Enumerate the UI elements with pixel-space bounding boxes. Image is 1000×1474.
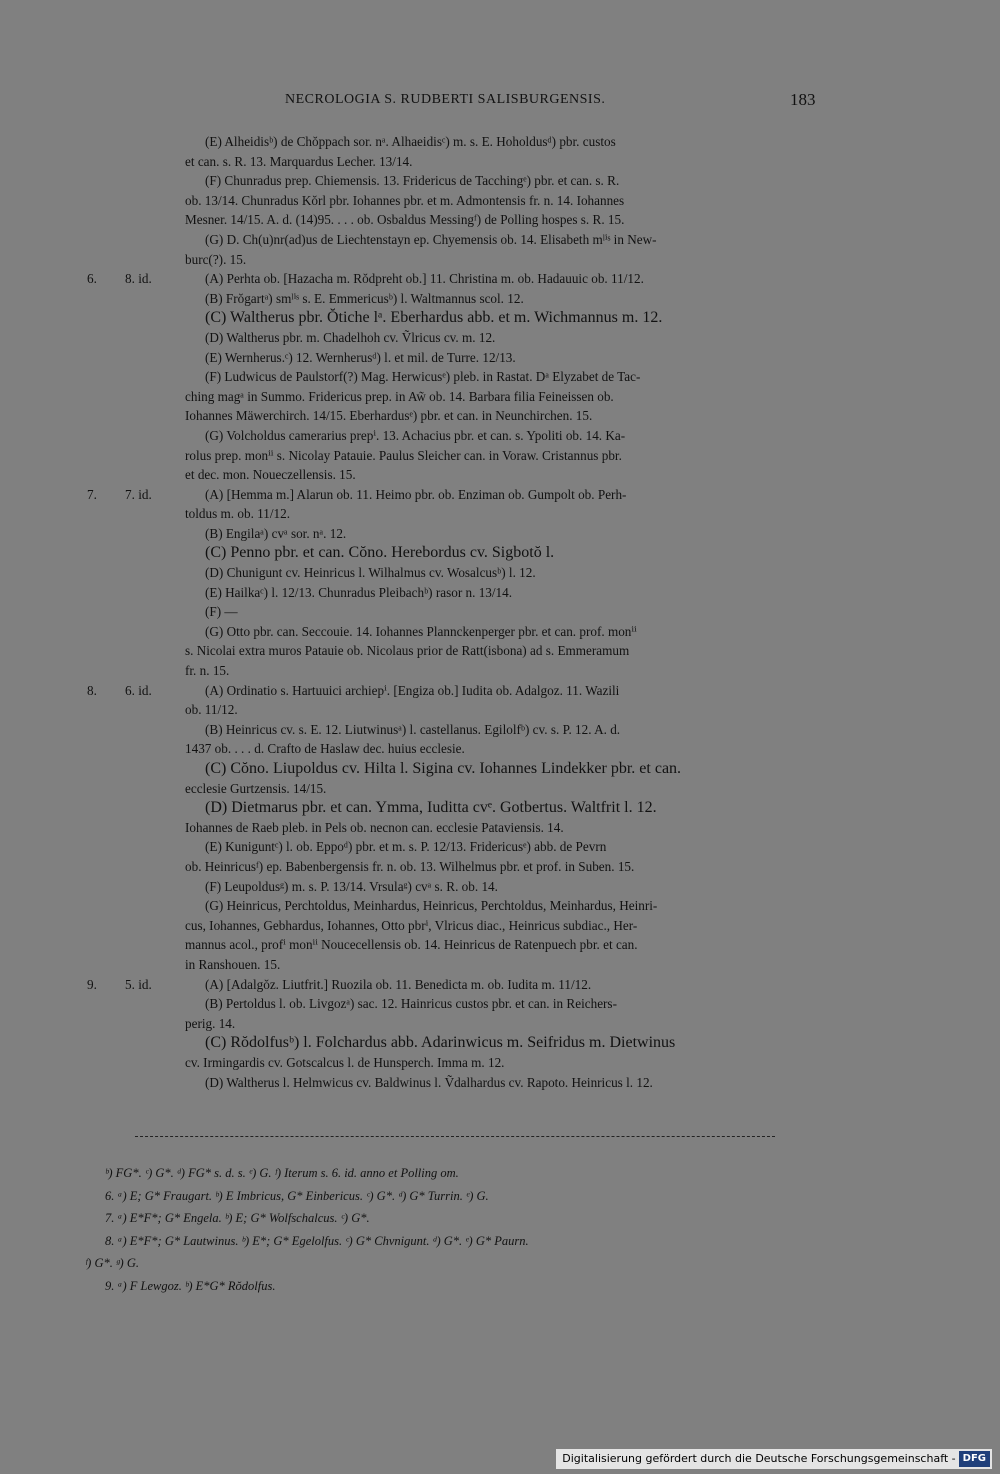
entry-line — [85, 916, 825, 936]
entry-text: in Ranshouen. 15. — [185, 956, 281, 972]
running-title: NECROLOGIA S. RUDBERTI SALISBURGENSIS. — [285, 92, 606, 107]
footnotes — [85, 1162, 825, 1298]
footnote-line — [85, 1162, 825, 1185]
date-number: 8. — [87, 682, 97, 698]
entry-text: (C) Rŏdolfusᵇ) l. Folchardus abb. Adarinwicus m. Seifridus m. Dietwinus — [205, 1034, 676, 1052]
entry-text: (B) Pertoldus l. ob. Livgozᵃ) sac. 12. Hainricus custos pbr. et can. in Reichers- — [205, 996, 617, 1012]
entry-line — [85, 504, 825, 524]
entry-line — [85, 857, 825, 877]
entry-text: ching magᵃ in Summo. Fridericus prep. in Aw̃ ob. 14. Barbara filia Feineissen ob. — [185, 388, 614, 404]
footnote-line — [85, 1230, 825, 1253]
entry-text: (D) Dietmarus pbr. et can. Ymma, Iuditta cvᵉ. Gotbertus. Waltfrit l. 12. — [205, 799, 657, 817]
entry-line — [85, 818, 825, 838]
entry-text: burc(?). 15. — [185, 251, 247, 267]
entry-line — [85, 994, 825, 1014]
entry-line — [85, 328, 825, 348]
footnote-line — [85, 1275, 825, 1298]
entry-text: et can. s. R. 13. Marquardus Lecher. 13/14. — [185, 153, 413, 169]
date-number: 9. — [87, 976, 97, 992]
entry-line — [85, 465, 825, 485]
entry-line — [85, 289, 825, 309]
entry-line — [85, 269, 825, 289]
entry-line — [85, 250, 825, 270]
entry-line — [85, 210, 825, 230]
entry-line — [85, 563, 825, 583]
entry-line — [85, 1014, 825, 1034]
entry-line — [85, 779, 825, 799]
entry-text: Mesner. 14/15. A. d. (14)95. . . . ob. Osbaldus Messingᶠ) de Polling hospes s. R. 15. — [185, 212, 625, 228]
entry-text: et dec. mon. Noueczellensis. 15. — [185, 467, 356, 483]
entry-text: cv. Irmingardis cv. Gotscalcus l. de Hunsperch. Imma m. 12. — [185, 1054, 505, 1070]
entry-line — [85, 406, 825, 426]
entry-text: mannus acol., profⁱ monⁱⁱ Noucecellensis ob. 14. Heinricus de Ratenpuech pbr. et can. — [185, 937, 638, 953]
entry-text: (B) Frŏgartᵃ) smˡⁱˢ s. E. Emmericusᵇ) l. Waltmannus scol. 12. — [205, 290, 524, 306]
roman-date: 6. id. — [125, 682, 152, 698]
entry-text: ob. 11/12. — [185, 702, 238, 718]
footnote-text: 8. ᵃ) E*F*; G* Lautwinus. ᵇ) E*; G* Egelolfus. ᶜ) G* Chvnigunt. ᵈ) G*. ᵉ) G* Paurn. — [105, 1233, 529, 1248]
footnote-line — [85, 1207, 825, 1230]
date-number: 6. — [87, 271, 97, 287]
entry-text: (E) Wernherus.ᶜ) 12. Wernherusᵈ) l. et mil. de Turre. 12/13. — [205, 349, 516, 365]
entry-line — [85, 759, 825, 779]
entry-line — [85, 132, 825, 152]
page-header — [0, 90, 1000, 116]
entry-text: (C) Waltherus pbr. Ŏtiche lᵃ. Eberhardus abb. et m. Wichmannus m. 12. — [205, 309, 663, 327]
entry-text: (D) Chunigunt cv. Heinricus l. Wilhalmus cv. Wosalcusᵇ) l. 12. — [205, 565, 536, 581]
footnote-text: 7. ᵃ) E*F*; G* Engela. ᵇ) E; G* Wolfschalcus. ᶜ) G*. — [105, 1211, 370, 1226]
entry-text: (A) Perhta ob. [Hazacha m. Rŏdpreht ob.] 11. Christina m. ob. Hadauuic ob. 11/12. — [205, 271, 644, 287]
entry-line — [85, 308, 825, 328]
entry-line — [85, 152, 825, 172]
entry-text: ecclesie Gurtzensis. 14/15. — [185, 780, 327, 796]
page-number: 183 — [790, 90, 816, 109]
footnote-text: ᵇ) FG*. ᶜ) G*. ᵈ) FG* s. d. s. ᵉ) G. ᶠ) Iterum s. 6. id. anno et Polling om. — [105, 1166, 459, 1180]
entry-line — [85, 955, 825, 975]
entry-line — [85, 935, 825, 955]
entry-text: (E) Kuniguntᶜ) l. ob. Eppoᵈ) pbr. et m. s. P. 12/13. Fridericusᵉ) abb. de Pevrn — [205, 839, 607, 855]
entry-text: (B) Engilaᵃ) cvᵃ sor. nᵃ. 12. — [205, 525, 347, 541]
entry-text: cus, Iohannes, Gebhardus, Iohannes, Otto pbrⁱ, Vlricus diac., Heinricus subdiac., Her- — [185, 917, 638, 933]
entry-text: s. Nicolai extra muros Patauie ob. Nicolaus prior de Ratt(isbona) ad s. Emmeramum — [185, 643, 630, 659]
entry-line — [85, 720, 825, 740]
entry-text: (B) Heinricus cv. s. E. 12. Liutwinusᵃ) l. castellanus. Egilolfᵇ) cv. s. P. 12. A. d. — [205, 721, 621, 737]
entry-text: Iohannes Mäwerchirch. 14/15. Eberhardusᵉ) pbr. et can. in Neunchirchen. 15. — [185, 408, 593, 424]
entry-line — [85, 485, 825, 505]
footnote-line — [85, 1185, 825, 1208]
footnote-text: ᶠ) G*. ᵍ) G. — [85, 1256, 139, 1271]
footnote-rule — [135, 1136, 775, 1137]
entry-text: (G) Otto pbr. can. Seccouie. 14. Iohannes Plannckenperger pbr. et can. prof. monⁱⁱ — [205, 623, 637, 639]
entry-text: (G) Volcholdus camerarius prepⁱ. 13. Achacius pbr. et can. s. Ypoliti ob. 14. Ka- — [205, 427, 626, 443]
credit-text: Digitalisierung gefördert durch die Deutsche Forschungsgemeinschaft - — [562, 1452, 956, 1465]
entry-text: (A) Ordinatio s. Hartuuici archiepⁱ. [Engiza ob.] Iudita ob. Adalgoz. 11. Wazili — [205, 682, 620, 698]
entry-text: (G) D. Ch(u)nr(ad)us de Liechtenstayn ep. Chyemensis ob. 14. Elisabeth mˡⁱˢ in New- — [205, 231, 657, 247]
entry-text: (F) Ludwicus de Paulstorf(?) Mag. Herwicusᵉ) pleb. in Rastat. Dᵃ Elyzabet de Tac- — [205, 369, 641, 385]
entry-line — [85, 583, 825, 603]
digitization-credit — [556, 1449, 992, 1469]
entry-line — [85, 975, 825, 995]
entry-text: ob. Heinricusᶠ) ep. Babenbergensis fr. n. ob. 13. Wilhelmus pbr. et prof. in Suben. 15. — [185, 858, 635, 874]
dfg-logo: DFG — [959, 1451, 990, 1467]
roman-date: 8. id. — [125, 271, 152, 287]
entry-line — [85, 543, 825, 563]
entry-line — [85, 387, 825, 407]
entry-line — [85, 661, 825, 681]
entry-line — [85, 700, 825, 720]
entry-line — [85, 426, 825, 446]
entry-text: (F) Leupoldusᵍ) m. s. P. 13/14. Vrsulaᵍ) cvᵃ s. R. ob. 14. — [205, 878, 498, 894]
date-number: 7. — [87, 486, 97, 502]
entry-text: (E) Hailkaᶜ) l. 12/13. Chunradus Pleibachᵇ) rasor n. 13/14. — [205, 584, 513, 600]
entry-line — [85, 191, 825, 211]
entry-line — [85, 837, 825, 857]
entry-line — [85, 896, 825, 916]
entry-text: (F) Chunradus prep. Chiemensis. 13. Fridericus de Tacchingᵉ) pbr. et can. s. R. — [205, 173, 620, 189]
entry-text: (E) Alheidisᵇ) de Chŏppach sor. nᵃ. Alhaeidisᶜ) m. s. E. Hoholdusᵈ) pbr. custos — [205, 134, 616, 149]
entry-text: (C) Cŏno. Liupoldus cv. Hilta l. Sigina cv. Iohannes Lindekker pbr. et can. — [205, 760, 682, 777]
entry-text: (D) Waltherus pbr. m. Chadelhoh cv. Ṽlricus cv. m. 12. — [205, 329, 496, 345]
entry-text: 1437 ob. . . . d. Crafto de Haslaw dec. huius ecclesie. — [185, 741, 465, 757]
footnote-text: 9. ᵃ) F Lewgoz. ᵇ) E*G* Rŏdolfus. — [105, 1278, 276, 1293]
entry-text: fr. n. 15. — [185, 663, 230, 679]
roman-date: 7. id. — [125, 486, 152, 502]
entry-line — [85, 622, 825, 642]
entry-line — [85, 739, 825, 759]
entry-line — [85, 348, 825, 368]
entry-text: toldus m. ob. 11/12. — [185, 506, 291, 522]
entry-text: (A) [Hemma m.] Alarun ob. 11. Heimo pbr. ob. Enziman ob. Gumpolt ob. Perh- — [205, 486, 627, 502]
footnote-text: 6. ᵃ) E; G* Fraugart. ᵇ) E Imbricus, G* Einbericus. ᶜ) G*. ᵈ) G* Turrin. ᵉ) G. — [105, 1188, 489, 1203]
entry-text: rolus prep. monⁱⁱ s. Nicolay Patauie. Paulus Sleicher can. in Voraw. Cristannus pbr. — [185, 447, 622, 463]
necrology-text — [85, 132, 825, 1092]
entry-line — [85, 171, 825, 191]
entry-text: (D) Waltherus l. Helmwicus cv. Baldwinus l. Ṽdalhardus cv. Rapoto. Heinricus l. 12. — [205, 1074, 653, 1090]
entry-text: (A) [Adalgŏz. Liutfrit.] Ruozila ob. 11. Benedicta m. ob. Iudita m. 11/12. — [205, 976, 592, 992]
entry-line — [85, 230, 825, 250]
entry-line — [85, 1053, 825, 1073]
entry-line — [85, 1033, 825, 1053]
entry-line — [85, 798, 825, 818]
entry-line — [85, 524, 825, 544]
entry-line — [85, 602, 825, 622]
entry-line — [85, 446, 825, 466]
entry-text: Iohannes de Raeb pleb. in Pels ob. necnon can. ecclesie Pataviensis. 14. — [185, 819, 564, 835]
entry-line — [85, 1073, 825, 1093]
entry-line — [85, 367, 825, 387]
roman-date: 5. id. — [125, 976, 152, 992]
entry-line — [85, 877, 825, 897]
entry-text: ob. 13/14. Chunradus Kŏrl pbr. Iohannes pbr. et m. Admontensis fr. n. 14. Iohannes — [185, 192, 625, 208]
entry-text: perig. 14. — [185, 1015, 236, 1031]
entry-line — [85, 641, 825, 661]
entry-text: (C) Penno pbr. et can. Cŏno. Herebordus cv. Sigbotŏ l. — [205, 544, 555, 562]
entry-text: (G) Heinricus, Perchtoldus, Meinhardus, Heinricus, Perchtoldus, Meinhardus, Heinri- — [205, 898, 658, 914]
entry-text: (F) — — [205, 604, 238, 620]
footnote-line — [85, 1252, 825, 1275]
entry-line — [85, 681, 825, 701]
